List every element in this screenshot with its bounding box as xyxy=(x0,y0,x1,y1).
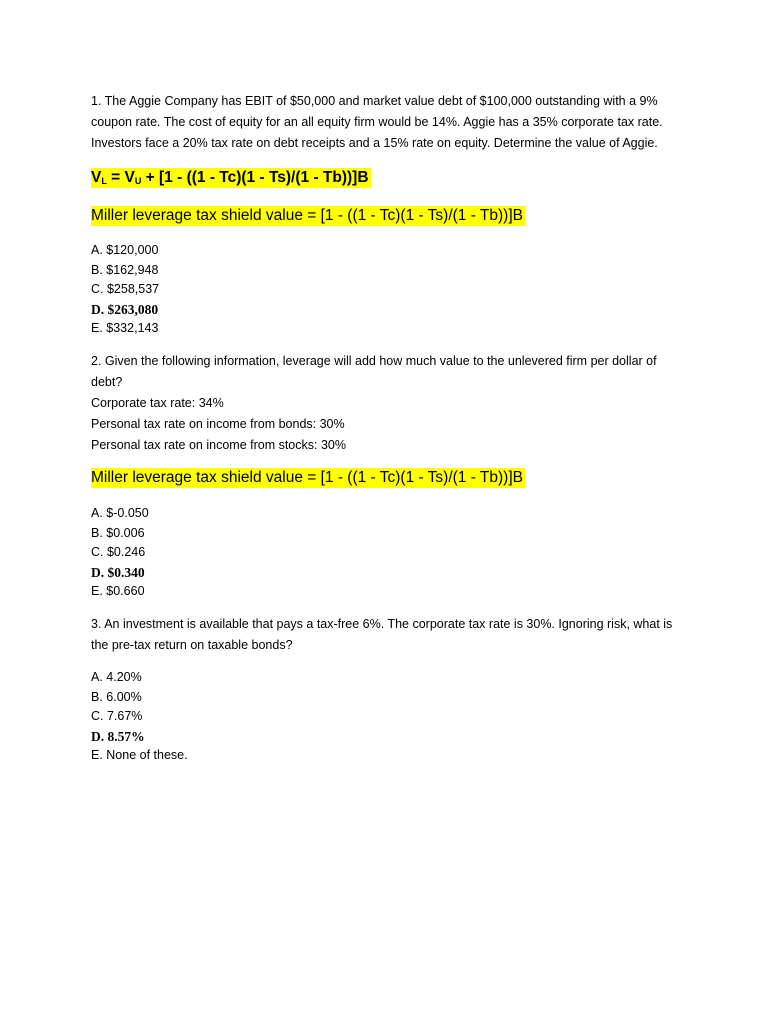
answer-option-e: E. $332,143 xyxy=(91,321,159,336)
question-line: Personal tax rate on income from bonds: 30% xyxy=(91,417,345,431)
question-1-text xyxy=(91,91,663,154)
answer-option-c: C. $258,537 xyxy=(91,282,160,297)
question-2-text xyxy=(91,351,657,456)
formula-vl xyxy=(91,165,371,194)
formula-miller-highlight: Miller leverage tax shield value = [1 - ((1 - Tc)(1 - Ts)/(1 - Tb))]B xyxy=(91,469,523,486)
question-line: 3. An investment is available that pays a tax-free 6%. The corporate tax rate is 30%. Ignoring risk, what is xyxy=(91,617,673,631)
question-line: Investors face a 20% tax rate on debt receipts and a 15% rate on equity. Determine the value of Aggie. xyxy=(91,136,658,150)
answer-option-c: C. 7.67% xyxy=(91,709,143,724)
question-2 xyxy=(91,351,657,456)
answer-option-b: B. 6.00% xyxy=(91,689,142,704)
answer-option-e: E. None of these. xyxy=(91,748,188,763)
question-1 xyxy=(91,91,663,154)
question-line: Personal tax rate on income from stocks: 30% xyxy=(91,438,346,452)
question-line: 2. Given the following information, leverage will add how much value to the unlevered firm per dollar of xyxy=(91,354,657,368)
answer-option-d-correct: D. $0.340 xyxy=(91,564,145,580)
formula-vl-sub-u: U xyxy=(134,176,142,186)
formula-vl-rest: + [1 - ((1 - Tc)(1 - Ts)/(1 - Tb))]B xyxy=(141,169,369,186)
answer-option-a: A. $120,000 xyxy=(91,243,159,257)
formula-miller-2 xyxy=(91,465,525,491)
formula-vl-highlight xyxy=(91,168,371,188)
question-line: Corporate tax rate: 34% xyxy=(91,396,224,410)
answer-option-d-correct: D. $263,080 xyxy=(91,301,159,317)
question-line: debt? xyxy=(91,375,123,389)
answer-option-a: A. 4.20% xyxy=(91,670,142,684)
question-3-answers xyxy=(91,668,188,766)
question-3 xyxy=(91,614,672,656)
question-line: 1. The Aggie Company has EBIT of $50,000 and market value debt of $100,000 outstanding with a 9% xyxy=(91,94,658,108)
question-1-answers xyxy=(91,241,159,339)
answer-option-a: A. $-0.050 xyxy=(91,506,149,520)
formula-vl-v1: V xyxy=(91,169,102,186)
answer-option-b: B. $162,948 xyxy=(91,262,159,277)
formula-miller-1 xyxy=(91,203,525,229)
question-line: coupon rate. The cost of equity for an all equity firm would be 14%. Aggie has a 35% corporate tax rate. xyxy=(91,115,663,129)
answer-option-e: E. $0.660 xyxy=(91,584,145,599)
formula-vl-mid: = V xyxy=(106,169,135,186)
question-2-answers xyxy=(91,504,149,602)
answer-option-b: B. $0.006 xyxy=(91,525,145,540)
question-line: the pre-tax return on taxable bonds? xyxy=(91,638,293,652)
answer-option-d-correct: D. 8.57% xyxy=(91,728,145,744)
answer-option-c: C. $0.246 xyxy=(91,545,146,560)
formula-vl-sub-l: L xyxy=(101,176,107,186)
question-3-text xyxy=(91,614,672,656)
formula-miller-highlight: Miller leverage tax shield value = [1 - ((1 - Tc)(1 - Ts)/(1 - Tb))]B xyxy=(91,207,523,224)
